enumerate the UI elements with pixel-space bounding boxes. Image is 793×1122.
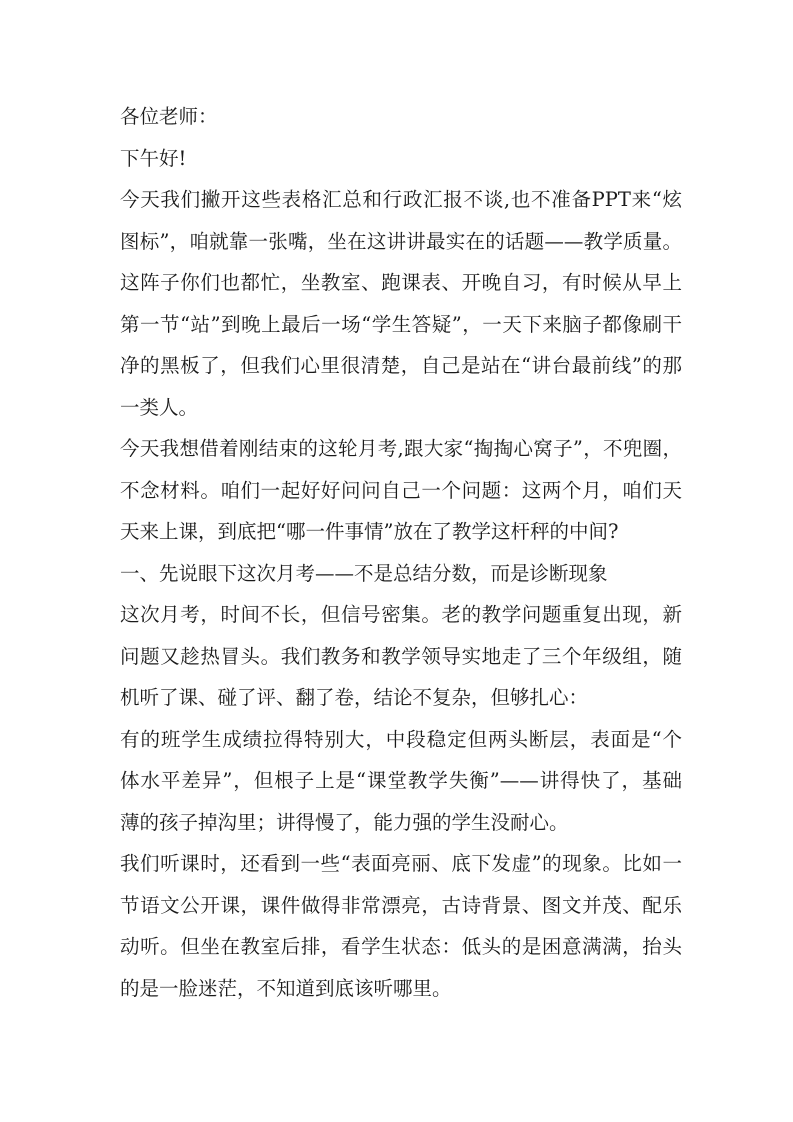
text-line: 动听。但坐在教室后排，看学生状态：低头的是困意满满，抬头	[120, 935, 682, 958]
text-line: 这阵子你们也都忙，坐教室、跑课表、开晚自习，有时候从早上	[120, 271, 682, 294]
text-line: 薄的孩子掉沟里；讲得慢了，能力强的学生没耐心。	[120, 810, 569, 834]
text-line: 我们听课时，还看到一些“表面亮丽、底下发虚”的现象。比如一	[120, 852, 682, 875]
text-line: 这次月考，时间不长，但信号密集。老的教学问题重复出现，新	[120, 603, 682, 626]
text-line: 一、先说眼下这次月考——不是总结分数，而是诊断现象	[120, 561, 608, 585]
text-line: 有的班学生成绩拉得特别大，中段稳定但两头断层，表面是“个	[120, 727, 682, 751]
text-line: 机听了课、碰了评、翻了卷，结论不复杂，但够扎心：	[120, 686, 589, 709]
text-line: 第一节“站”到晚上最后一场“学生答疑”，一天下来脑子都像刷干	[120, 312, 682, 336]
text-line: 天来上课，到底把“哪一件事情”放在了教学这杆秤的中间?	[120, 520, 619, 543]
text-line: 问题又趁热冒头。我们教务和教学领导实地走了三个年级组，随	[120, 644, 682, 668]
text-line: 今天我想借着刚结束的这轮月考,跟大家“掏掏心窝子”，不兜圈，	[120, 437, 682, 460]
text-line: 今天我们撇开这些表格汇总和行政汇报不谈,也不准备PPT来“炫	[120, 188, 682, 211]
text-line: 下午好!	[120, 146, 187, 170]
text-line: 净的黑板了，但我们心里很清楚，自己是站在“讲台最前线”的那	[120, 354, 682, 377]
text-line: 的是一脸迷茫，不知道到底该听哪里。	[120, 976, 452, 1000]
document-body	[120, 96, 682, 1009]
text-line: 各位老师：	[120, 105, 218, 128]
text-line: 图标”，咱就靠一张嘴，坐在这讲讲最实在的话题——教学质量。	[120, 229, 682, 253]
text-line: 一类人。	[120, 395, 199, 419]
text-line: 不念材料。咱们一起好好问问自己一个问题：这两个月，咱们天	[120, 478, 682, 502]
text-line: 体水平差异”，但根子上是“课堂教学失衡”——讲得快了，基础	[120, 769, 682, 792]
text-line: 节语文公开课，课件做得非常漂亮，古诗背景、图文并茂、配乐	[120, 893, 682, 917]
